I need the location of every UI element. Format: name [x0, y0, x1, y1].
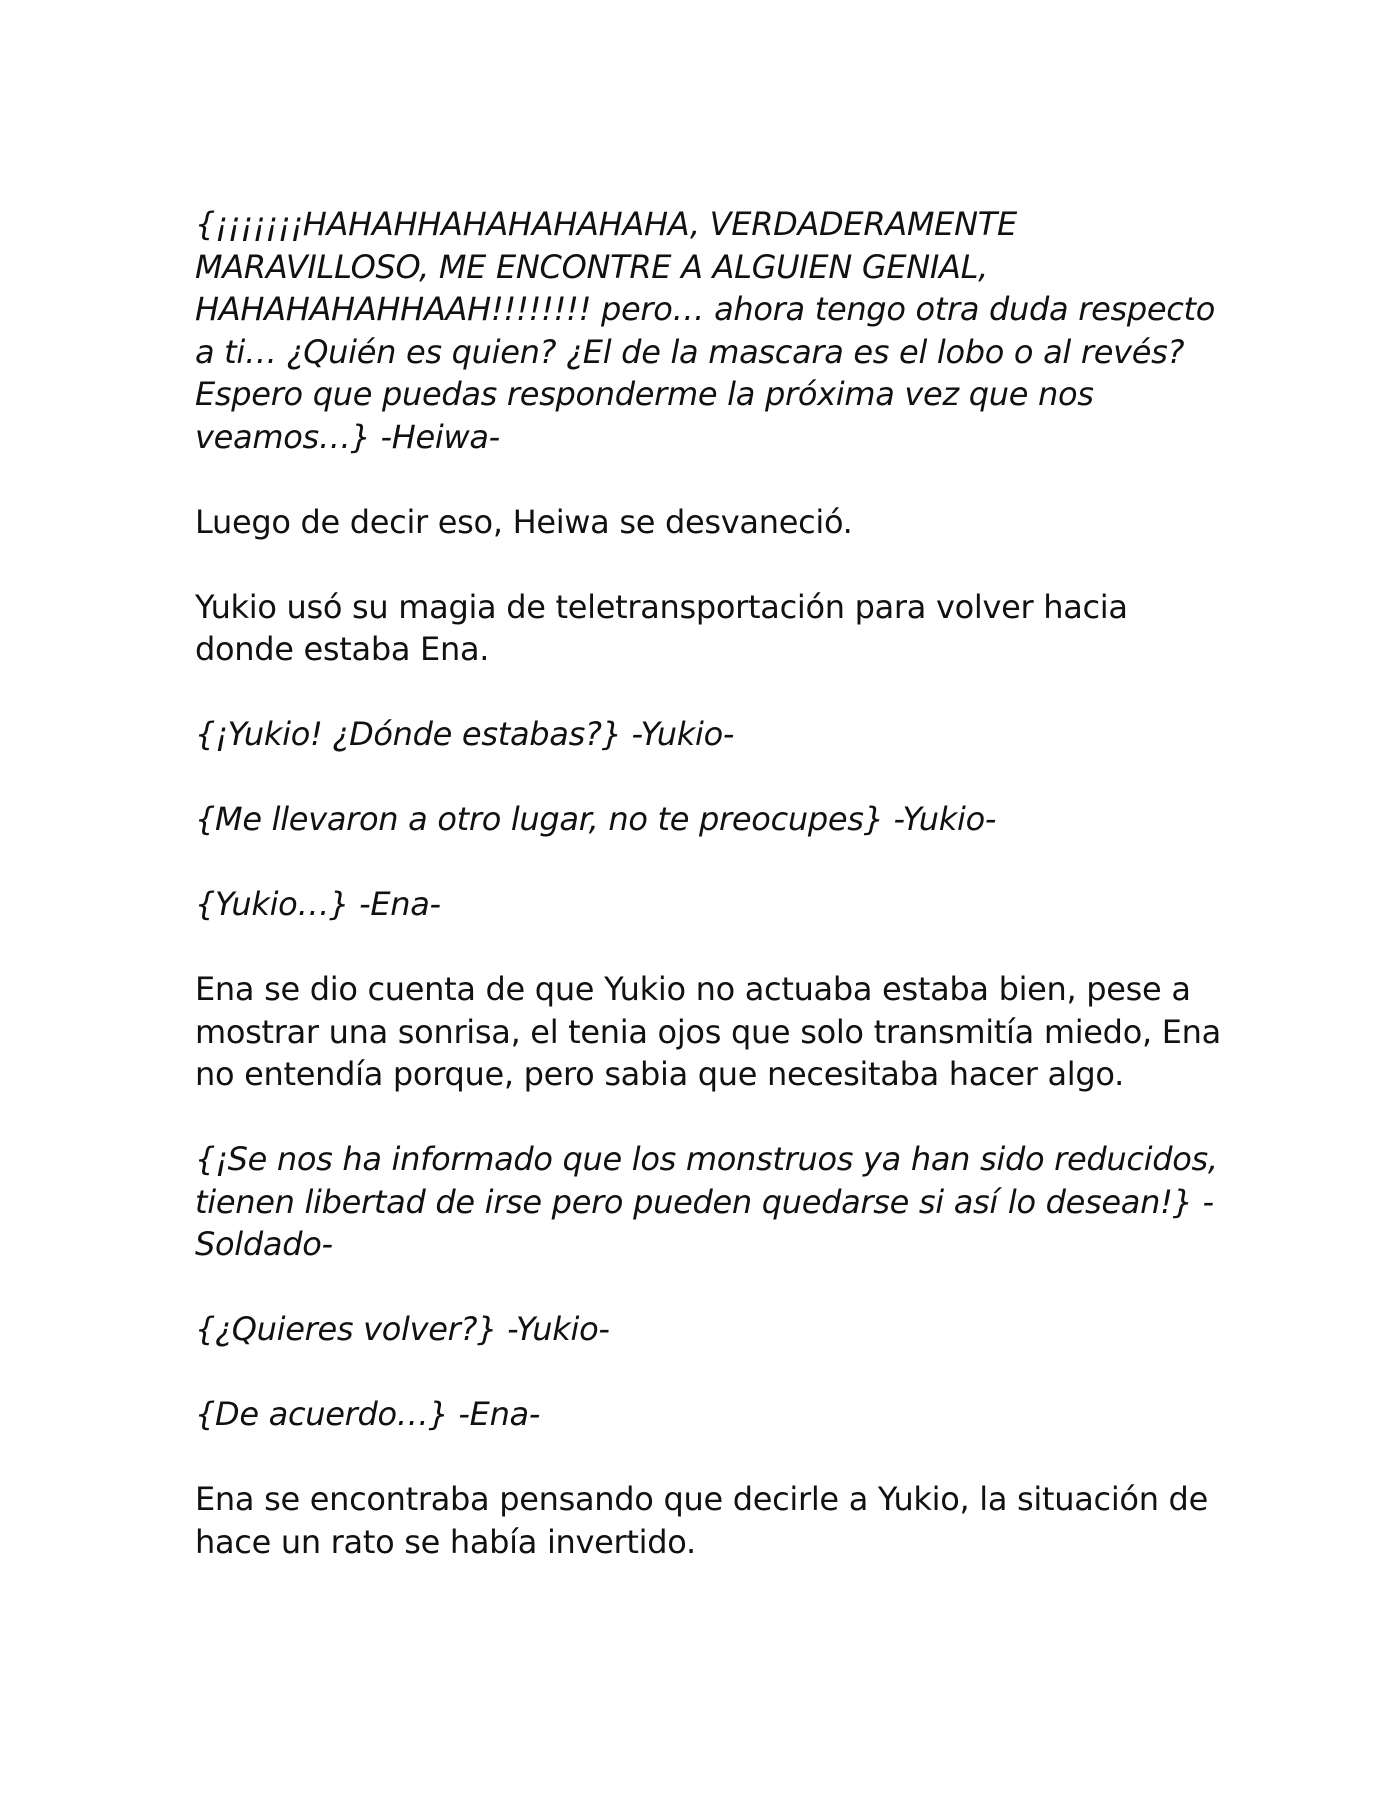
dialogue-heiwa: {¡¡¡¡¡¡¡HAHAHHAHAHAHAHAHA, VERDADERAMENTE MARAVILLOSO, ME ENCONTRE A ALGUIEN GENIAL, HAHAHAHAHHAAH!!!!!!!! pero… ahora tengo otra duda respecto a ti… ¿Quién es quien? ¿El de la mascara es el lobo o al revés? Espero que puedas responderme la próxima vez que nos veamos…} -Heiwa-	[195, 205, 1216, 456]
dialogue-want-to-return: {¿Quieres volver?} -Yukio-	[195, 1310, 610, 1348]
body-text	[195, 203, 1235, 1606]
dialogue-where-were-you: {¡Yukio! ¿Dónde estabas?} -Yukio-	[195, 715, 735, 753]
dialogue-ena-yukio: {Yukio…} -Ena-	[195, 885, 441, 923]
narration-heiwa-vanished: Luego de decir eso, Heiwa se desvaneció.	[195, 502, 853, 541]
dialogue-soldier: {¡Se nos ha informado que los monstruos ya han sido reducidos, tienen libertad de irse pero pueden quedarse si así lo desean!} -Soldado-	[195, 1140, 1218, 1263]
narration-yukio-teleport: Yukio usó su magia de teletransportación para volver hacia donde estaba Ena.	[195, 587, 1128, 668]
narration-ena-thinking: Ena se encontraba pensando que decirle a Yukio, la situación de hace un rato se había invertido.	[195, 1480, 1208, 1561]
dialogue-yukio-reply: {Me llevaron a otro lugar, no te preocupes} -Yukio-	[195, 800, 997, 838]
narration-ena-noticed: Ena se dio cuenta de que Yukio no actuaba estaba bien, pese a mostrar una sonrisa, el tenia ojos que solo transmitía miedo, Ena no entendía porque, pero sabia que necesitaba hacer algo.	[195, 970, 1221, 1093]
dialogue-ena-agree: {De acuerdo…} -Ena-	[195, 1395, 541, 1433]
